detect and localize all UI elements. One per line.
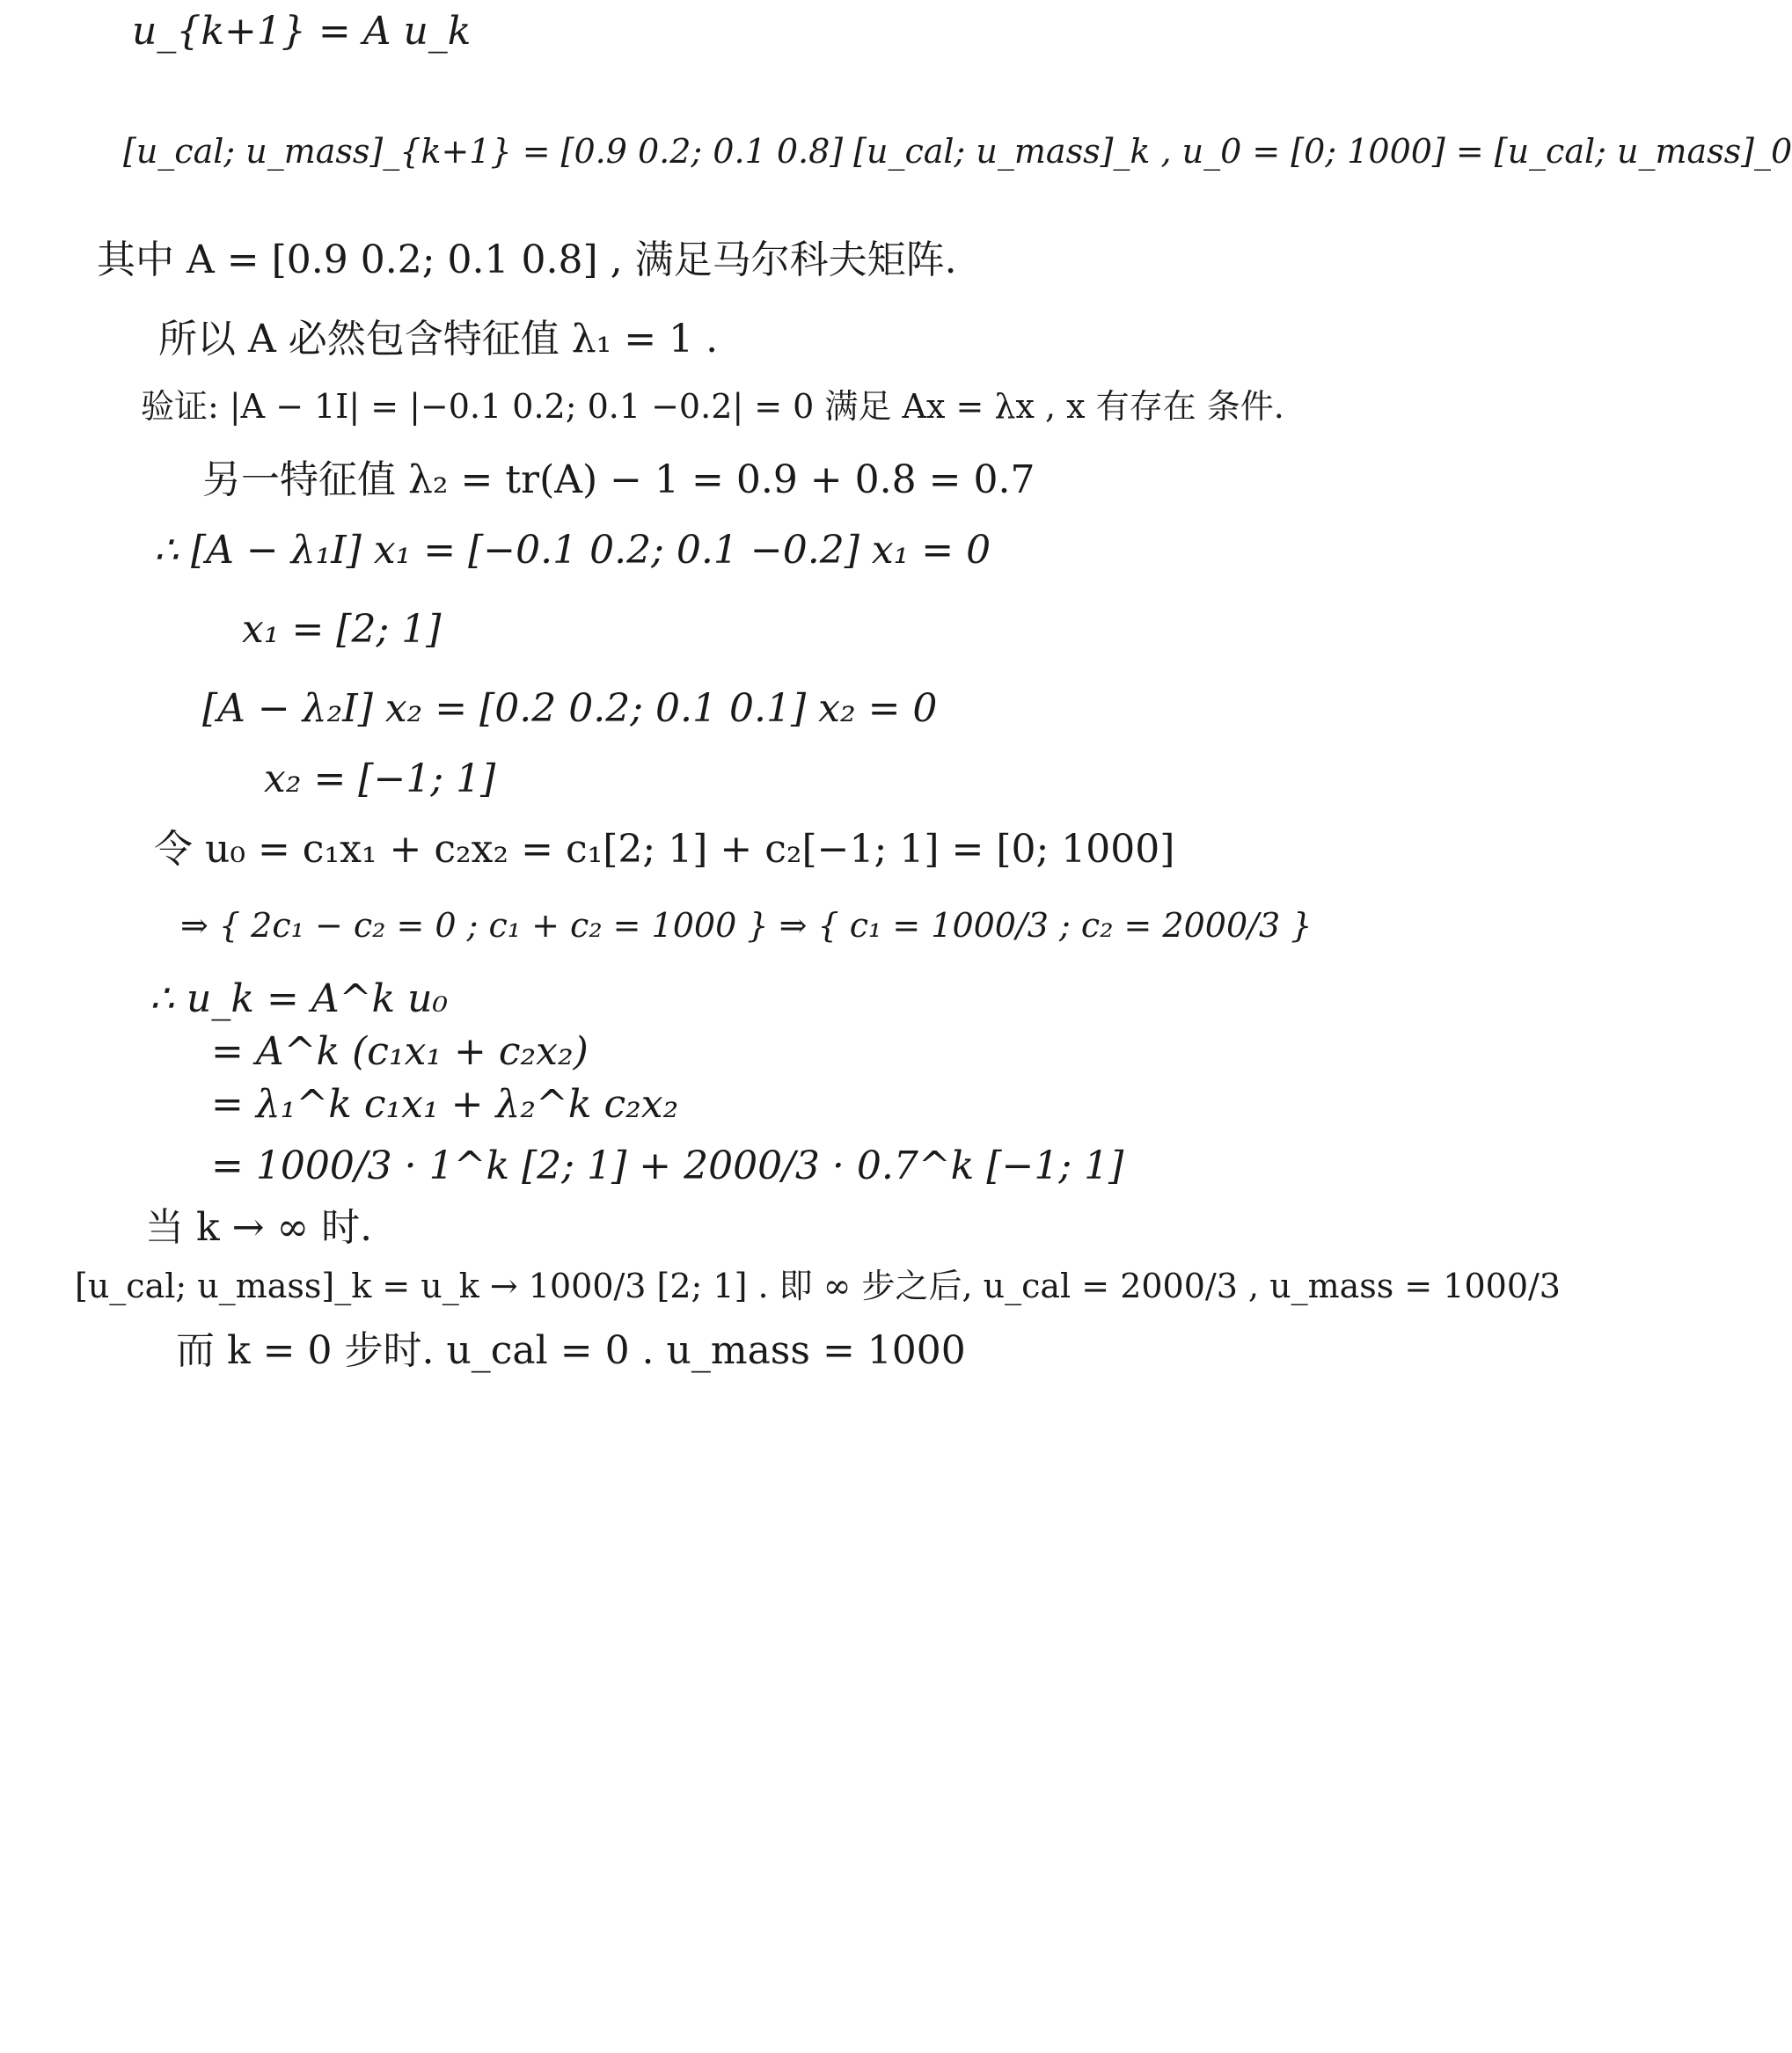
eigenvector-two: x₂ = [−1; 1]	[264, 756, 496, 801]
coefficient-system: ⇒ { 2c₁ − c₂ = 0 ; c₁ + c₂ = 1000 } ⇒ { c₁ = 1000/3 ; c₂ = 2000/3 }	[180, 906, 1313, 945]
verification-line: 验证: |A − 1I| = |−0.1 0.2; 0.1 −0.2| = 0 满足 Ax = λx , x 有存在 条件.	[141, 387, 1284, 426]
eigenvector-two-equation: [A − λ₂I] x₂ = [0.2 0.2; 0.1 0.1] x₂ = 0	[202, 686, 938, 731]
steady-state-result: [u_cal; u_mass]_k = u_k → 1000/3 [2; 1] . 即 ∞ 步之后, u_cal = 2000/3 , u_mass = 1000/3	[75, 1267, 1561, 1305]
initial-decomposition: 令 u₀ = c₁x₁ + c₂x₂ = c₁[2; 1] + c₂[−1; 1] = [0; 1000]	[154, 827, 1175, 872]
second-eigenvalue: 另一特征值 λ₂ = tr(A) − 1 = 0.9 + 0.8 = 0.7	[202, 457, 1035, 502]
recurrence-equation: u_{k+1} = A u_k	[132, 9, 472, 54]
eigenvector-one: x₁ = [2; 1]	[242, 607, 442, 652]
uk-expansion-1: = A^k (c₁x₁ + c₂x₂)	[211, 1029, 589, 1074]
uk-expansion-2: = λ₁^k c₁x₁ + λ₂^k c₂x₂	[211, 1082, 679, 1127]
eigenvector-one-equation: ∴ [A − λ₁I] x₁ = [−0.1 0.2; 0.1 −0.2] x₁ = 0	[154, 528, 991, 573]
markov-matrix-note: 其中 A = [0.9 0.2; 0.1 0.8] , 满足马尔科夫矩阵.	[97, 237, 957, 282]
uk-expansion-3: = 1000/3 · 1^k [2; 1] + 2000/3 · 0.7^k [−1; 1]	[211, 1143, 1124, 1188]
uk-definition: ∴ u_k = A^k u₀	[150, 976, 449, 1021]
initial-state-note: 而 k = 0 步时. u_cal = 0 . u_mass = 1000	[176, 1328, 966, 1373]
eigenvalue-one-note: 所以 A 必然包含特征值 λ₁ = 1 .	[158, 317, 719, 362]
matrix-system: [u_cal; u_mass]_{k+1} = [0.9 0.2; 0.1 0.8] [u_cal; u_mass]_k , u_0 = [0; 1000] = [u_cal; u_mass]_0	[123, 132, 1792, 171]
limit-condition: 当 k → ∞ 时.	[145, 1205, 373, 1250]
